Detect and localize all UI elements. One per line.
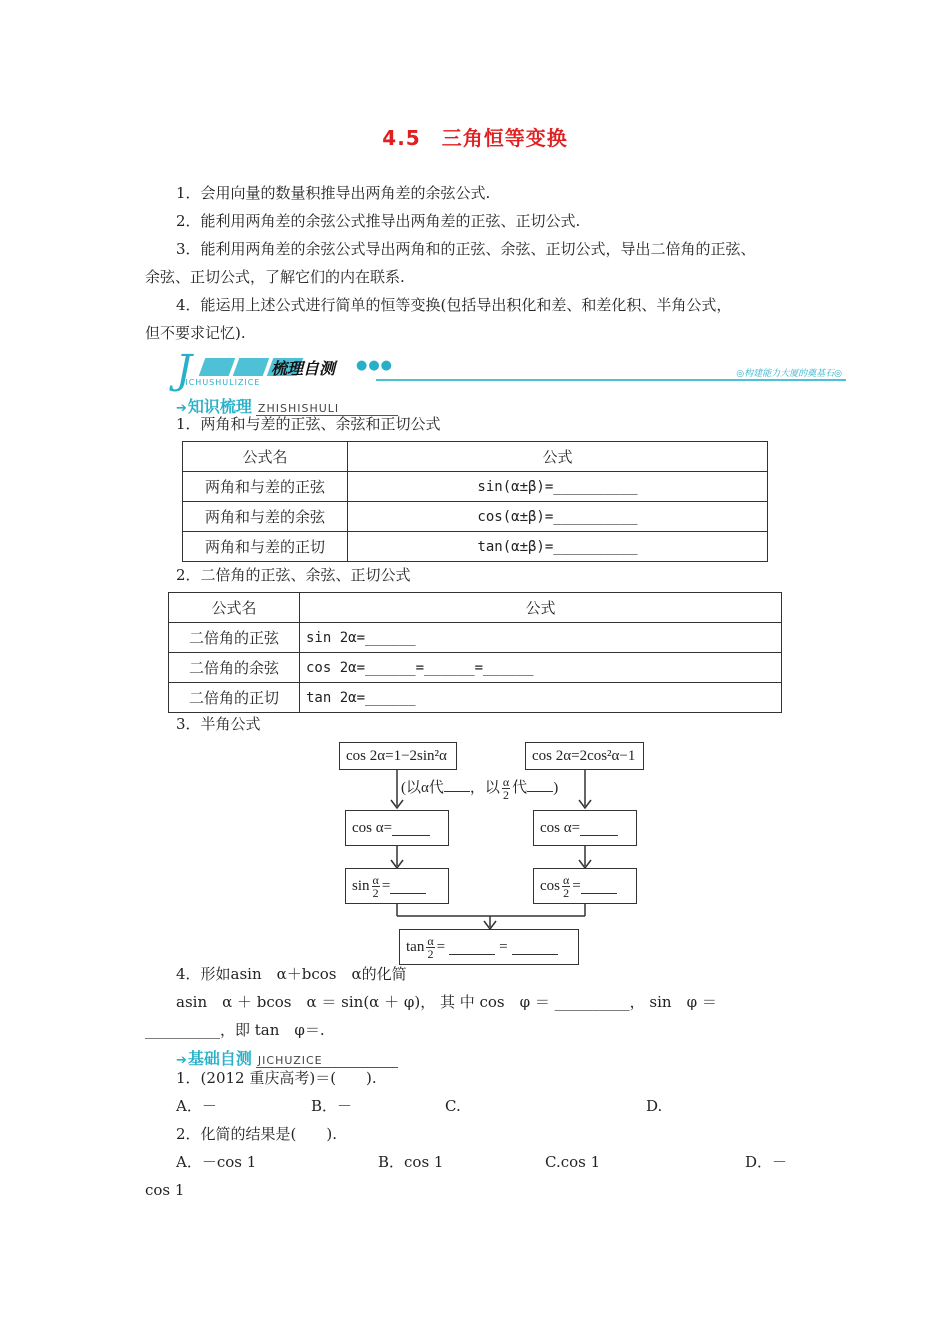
note-mid: ，以 bbox=[469, 780, 500, 796]
mid-right-label: cos α= bbox=[540, 819, 581, 836]
table-cell: tan 2α=______ bbox=[300, 683, 782, 713]
objective-3: 3．能利用两角差的余弦公式导出两角和的正弦、余弦、正切公式，导出二倍角的正弦、 bbox=[176, 240, 756, 258]
item-4: 4．形如asin α＋bcos α的化简 bbox=[176, 965, 407, 983]
low-left-label: sin bbox=[352, 877, 370, 894]
equals-sign: = bbox=[381, 877, 391, 894]
q1-option-d: D. bbox=[646, 1097, 663, 1115]
table-sum-diff bbox=[182, 441, 768, 562]
q2-option-a: A．－cos 1 bbox=[176, 1153, 257, 1171]
table-cell: 二倍角的余弦 bbox=[169, 653, 300, 683]
question-1: 1．(2012 重庆高考)＝( ). bbox=[176, 1069, 377, 1087]
flow-box-low-right bbox=[533, 868, 637, 904]
low-right-label: cos bbox=[540, 877, 560, 894]
page-title: 4.5 三角恒等变换 bbox=[382, 126, 568, 150]
table-cell: 二倍角的正切 bbox=[169, 683, 300, 713]
item-2: 2．二倍角的正弦、余弦、正切公式 bbox=[176, 566, 411, 584]
alpha-half-fraction: $\frac{\alpha}{2}$ bbox=[372, 872, 379, 900]
item-1: 1．两角和与差的正弦、余弦和正切公式 bbox=[176, 415, 441, 433]
q1-option-a: A．－ bbox=[176, 1097, 217, 1115]
flow-substitution-note bbox=[401, 776, 558, 801]
q1-option-c: C. bbox=[445, 1097, 461, 1115]
table-cell: cos 2α=______=______=______ bbox=[300, 653, 782, 683]
equals-sign: = bbox=[436, 938, 446, 955]
alpha-half-fraction: $\frac{\alpha}{2}$ bbox=[563, 872, 570, 900]
table-header: 公式名 bbox=[169, 593, 300, 623]
table-cell: tan(α±β)=__________ bbox=[348, 532, 768, 562]
q2-option-d: D．－ bbox=[745, 1153, 788, 1171]
banner-slogan: ◎构建能力大厦的奠基石◎ bbox=[736, 369, 842, 379]
blank-line bbox=[581, 879, 617, 894]
bottom-label: tan bbox=[406, 938, 425, 955]
table-cell: cos(α±β)=__________ bbox=[348, 502, 768, 532]
blank-line bbox=[444, 777, 470, 792]
note-end: ) bbox=[553, 780, 559, 796]
question-2: 2．化简的结果是( ). bbox=[176, 1125, 338, 1143]
banner-dots: ●●● bbox=[356, 358, 394, 373]
arrow-icon: ➔ bbox=[176, 1053, 187, 1068]
blank-line bbox=[449, 940, 495, 955]
banner-sub: JICHUSHULIZICE bbox=[182, 378, 261, 387]
flow-box-top-right: cos 2α=2cos²α−1 bbox=[525, 742, 644, 770]
table-cell: 二倍角的正弦 bbox=[169, 623, 300, 653]
table-double-angle bbox=[168, 592, 782, 713]
flow-box-low-left bbox=[345, 868, 449, 904]
blank-line bbox=[392, 821, 430, 836]
table-cell: 两角和与差的余弦 bbox=[183, 502, 348, 532]
objective-4-cont: 但不要求记忆). bbox=[145, 324, 246, 342]
flow-box-mid-left bbox=[345, 810, 449, 846]
q2-option-c: C.cos 1 bbox=[545, 1153, 601, 1171]
section-tag: JICHUZICE bbox=[256, 1054, 398, 1068]
table-header: 公式名 bbox=[183, 442, 348, 472]
item-4-line-2: __________，即 tan φ＝. bbox=[145, 1021, 325, 1039]
table-cell: 两角和与差的正切 bbox=[183, 532, 348, 562]
blank-line bbox=[512, 940, 558, 955]
note-open: (以α代 bbox=[401, 780, 444, 796]
objective-1: 1．会用向量的数量积推导出两角差的余弦公式. bbox=[176, 184, 491, 202]
objective-3-cont: 余弦、正切公式，了解它们的内在联系. bbox=[145, 268, 405, 286]
q2-option-b: B．cos 1 bbox=[378, 1153, 444, 1171]
banner-letter: J bbox=[176, 347, 193, 393]
banner-line bbox=[376, 379, 846, 381]
table-header: 公式 bbox=[348, 442, 768, 472]
alpha-half-fraction: $\frac{\alpha}{2}$ bbox=[427, 933, 434, 961]
flow-box-mid-right bbox=[533, 810, 637, 846]
item-3: 3．半角公式 bbox=[176, 715, 261, 733]
banner-label: 梳理自测 bbox=[271, 359, 336, 378]
equals-sign: = bbox=[499, 938, 508, 955]
blank-line bbox=[390, 879, 426, 894]
q1-option-b: B．－ bbox=[311, 1097, 353, 1115]
table-header: 公式 bbox=[300, 593, 782, 623]
alpha-half-fraction: $\frac{\alpha}{2}$ bbox=[502, 775, 510, 803]
table-cell: sin(α±β)=__________ bbox=[348, 472, 768, 502]
arrow-icon: ➔ bbox=[176, 401, 187, 416]
table-cell: 两角和与差的正弦 bbox=[183, 472, 348, 502]
section-heading: 知识梳理 bbox=[187, 397, 252, 416]
section-tag: ZHISHISHULI bbox=[256, 402, 398, 416]
flow-box-bottom bbox=[399, 929, 579, 965]
section-banner bbox=[176, 347, 846, 393]
mid-left-label: cos α= bbox=[352, 819, 393, 836]
equals-sign: = bbox=[572, 877, 581, 894]
section-heading: 基础自测 bbox=[187, 1049, 252, 1068]
section-self-test bbox=[176, 1046, 398, 1069]
blank-line bbox=[580, 821, 618, 836]
flow-box-top-left: cos 2α=1−2sin²α bbox=[339, 742, 457, 770]
objective-2: 2．能利用两角差的余弦公式推导出两角差的正弦、正切公式. bbox=[176, 212, 581, 230]
objective-4: 4．能运用上述公式进行简单的恒等变换(包括导出积化和差、和差化积、半角公式， bbox=[176, 296, 732, 314]
note-close: 代 bbox=[512, 780, 528, 796]
item-4-line-1: asin α ＋ bcos α ＝ sin(α ＋ φ)， 其 中 cos φ ＝ __________， sin φ ＝ bbox=[176, 993, 717, 1011]
q2-option-d-cont: cos 1 bbox=[145, 1181, 185, 1199]
table-cell: sin 2α=______ bbox=[300, 623, 782, 653]
blank-line bbox=[527, 777, 553, 792]
